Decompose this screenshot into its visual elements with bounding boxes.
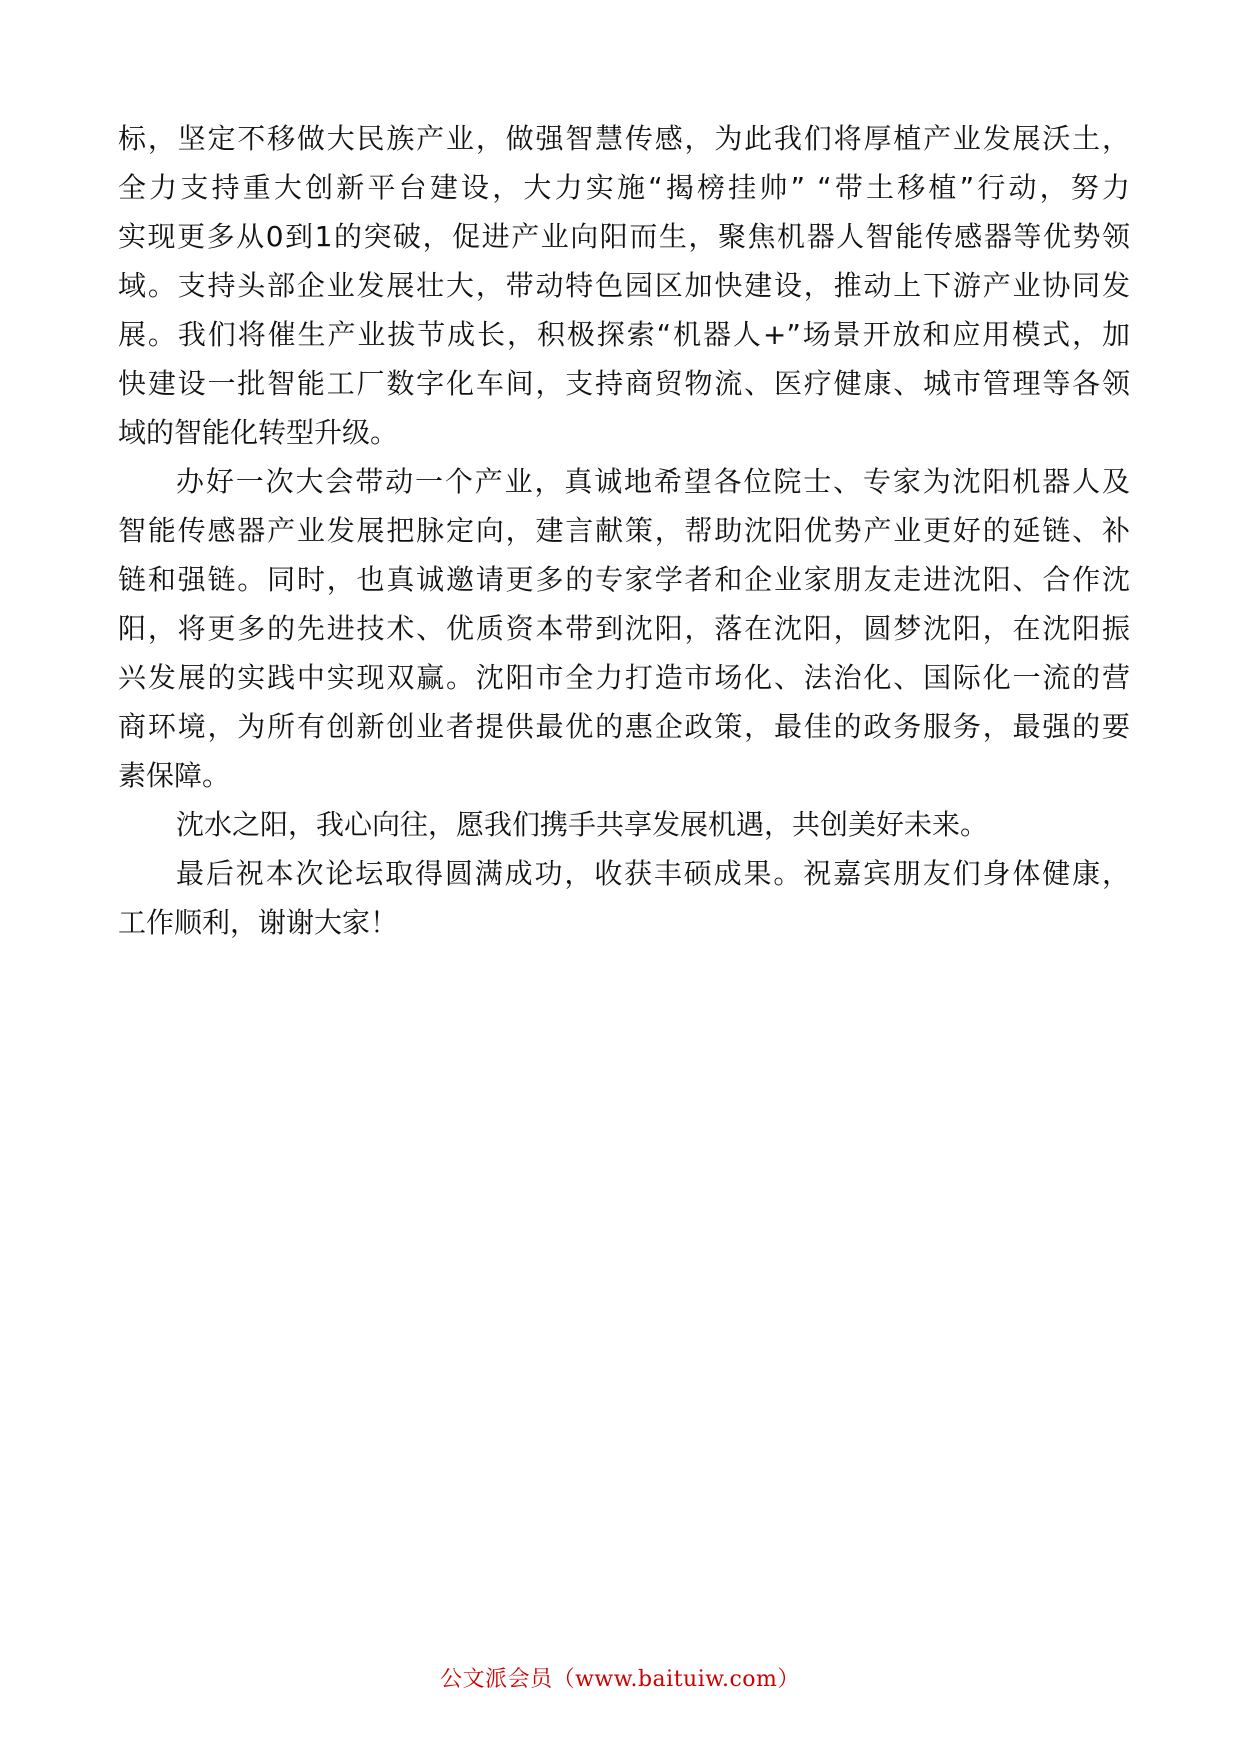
text-line: 商环境，为所有创新创业者提供最优的惠企政策，最佳的政务服务，最强的要 [118, 710, 1130, 743]
paragraph [118, 849, 1130, 947]
text-line: 域的智能化转型升级。 [118, 416, 399, 449]
text-line: 展。我们将催生产业拔节成长，积极探索“机器人+”场景开放和应用模式，加 [118, 318, 1130, 351]
text-line: 链和强链。同时，也真诚邀请更多的专家学者和企业家朋友走进沈阳、合作沈 [118, 563, 1130, 596]
paragraph [118, 114, 1130, 457]
text-line: 最后祝本次论坛取得圆满成功，收获丰硕成果。祝嘉宾朋友们身体健康， [176, 857, 1130, 890]
text-line: 全力支持重大创新平台建设，大力实施“揭榜挂帅” “带土移植”行动，努力 [118, 171, 1130, 204]
paragraph [118, 800, 1130, 849]
text-line: 标，坚定不移做大民族产业，做强智慧传感，为此我们将厚植产业发展沃土， [118, 122, 1130, 155]
paragraph [118, 457, 1130, 800]
document-body [118, 114, 1130, 947]
text-line: 阳，将更多的先进技术、优质资本带到沈阳，落在沈阳，圆梦沈阳，在沈阳振 [118, 612, 1130, 645]
text-line: 办好一次大会带动一个产业，真诚地希望各位院士、专家为沈阳机器人及 [176, 465, 1130, 498]
text-line: 域。支持头部企业发展壮大，带动特色园区加快建设，推动上下游产业协同发 [118, 269, 1130, 302]
text-line: 工作顺利，谢谢大家！ [118, 906, 399, 939]
text-line: 实现更多从0到1的突破，促进产业向阳而生，聚焦机器人智能传感器等优势领 [118, 220, 1130, 253]
text-line: 素保障。 [118, 759, 231, 792]
footer-watermark-link[interactable]: 公文派会员（www.baituiw.com） [440, 1667, 800, 1692]
text-line: 兴发展的实践中实现双赢。沈阳市全力打造市场化、法治化、国际化一流的营 [118, 661, 1130, 694]
text-line: 沈水之阳，我心向往，愿我们携手共享发展机遇，共创美好未来。 [176, 808, 989, 841]
text-line: 智能传感器产业发展把脉定向，建言献策，帮助沈阳优势产业更好的延链、补 [118, 514, 1130, 547]
text-line: 快建设一批智能工厂数字化车间，支持商贸物流、医疗健康、城市管理等各领 [118, 367, 1130, 400]
